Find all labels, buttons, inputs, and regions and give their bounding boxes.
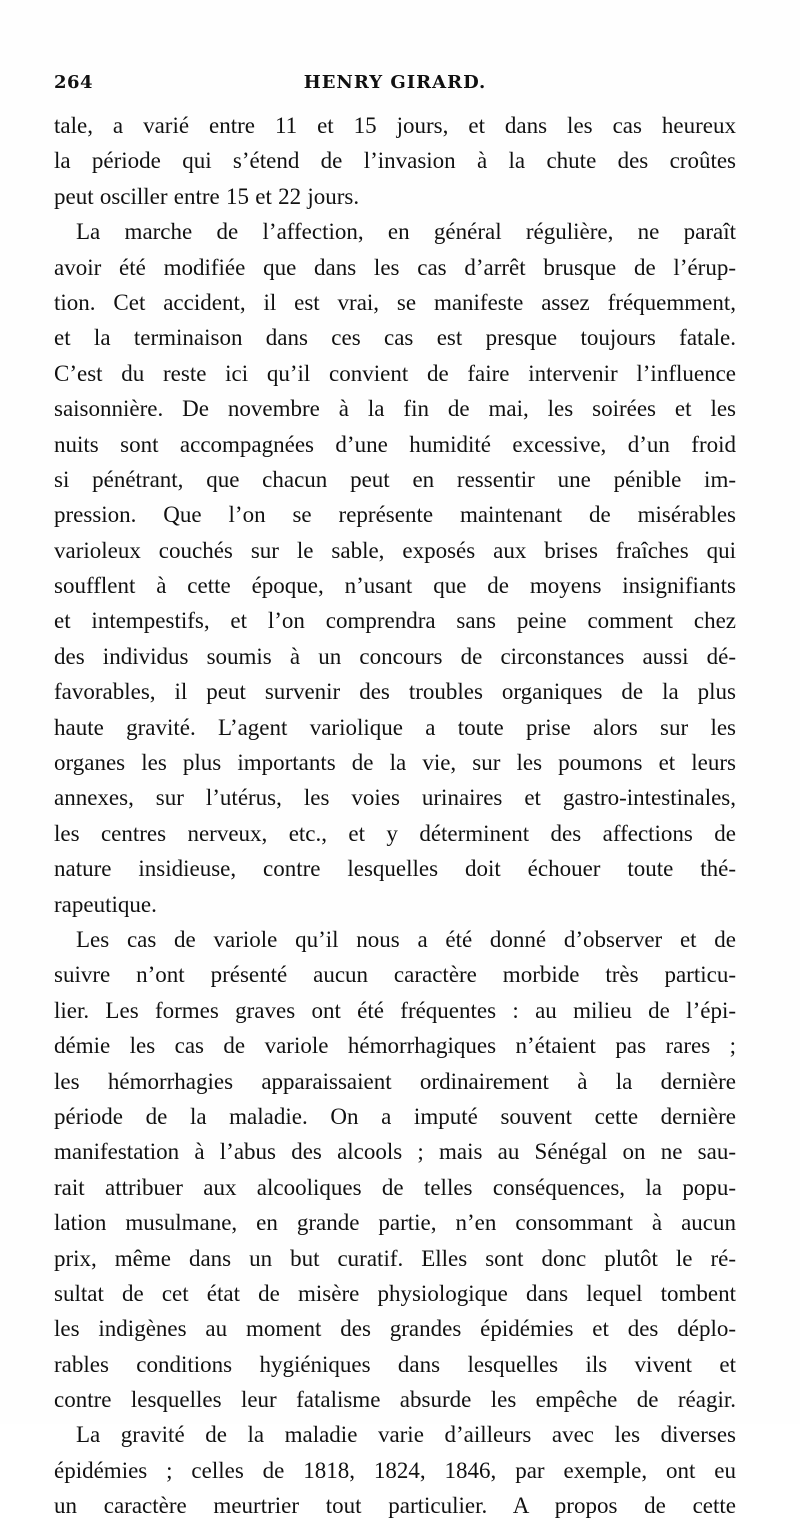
text-line: lier. Les formes graves ont été fréquentes : au milieu de l’épi-: [54, 997, 736, 1023]
text-line: des individus soumis à un concours de circonstances aussi dé-: [54, 643, 736, 669]
text-line: rait attribuer aux alcooliques de telles conséquences, la popu-: [54, 1174, 736, 1200]
text-line: épidémies ; celles de 1818, 1824, 1846, par exemple, ont eu: [54, 1457, 736, 1483]
text-line: haute gravité. L’agent variolique a toute prise alors sur les: [54, 714, 736, 740]
text-line: pression. Que l’on se représente maintenant de misérables: [54, 502, 736, 528]
text-line: démie les cas de variole hémorrhagiques n’étaient pas rares ;: [54, 1033, 736, 1059]
text-line: contre lesquelles leur fatalisme absurde les empêche de réagir.: [54, 1387, 736, 1413]
text-line: si pénétrant, que chacun peut en ressentir une pénible im-: [54, 466, 736, 492]
text-line: Les cas de variole qu’il nous a été donné d’observer et de: [76, 926, 736, 952]
text-line: La marche de l’affection, en général régulière, ne paraît: [76, 219, 736, 245]
text-line: saisonnière. De novembre à la fin de mai, les soirées et les: [54, 396, 736, 422]
text-line: les indigènes au moment des grandes épidémies et des déplo-: [54, 1316, 736, 1342]
text-line: et la terminaison dans ces cas est presque toujours fatale.: [54, 325, 736, 351]
text-line: soufflent à cette époque, n’usant que de moyens insignifiants: [54, 573, 736, 599]
text-line: varioleux couchés sur le sable, exposés aux brises fraîches qui: [54, 537, 736, 563]
text-line: La gravité de la maladie varie d’ailleurs avec les diverses: [76, 1422, 736, 1448]
text-line: les hémorrhagies apparaissaient ordinairement à la dernière: [54, 1068, 736, 1094]
text-line: avoir été modifiée que dans les cas d’arrêt brusque de l’érup-: [54, 254, 736, 280]
text-line: manifestation à l’abus des alcools ; mais au Sénégal on ne sau-: [54, 1139, 736, 1165]
text-line: rables conditions hygiéniques dans lesquelles ils vivent et: [54, 1351, 736, 1377]
text-line: favorables, il peut survenir des troubles organiques de la plus: [54, 679, 736, 705]
text-line: C’est du reste ici qu’il convient de faire intervenir l’influence: [54, 360, 736, 386]
text-line: nature insidieuse, contre lesquelles doit échouer toute thé-: [54, 856, 736, 882]
text-line: suivre n’ont présenté aucun caractère morbide très particu-: [54, 962, 736, 988]
page-number: 264: [54, 72, 94, 93]
page-header: [54, 72, 736, 102]
text-line: tale, a varié entre 11 et 15 jours, et dans les cas heureux: [54, 113, 736, 138]
text-line: nuits sont accompagnées d’une humidité excessive, d’un froid: [54, 431, 736, 457]
text-line: organes les plus importants de la vie, sur les poumons et leurs: [54, 750, 736, 776]
text-line: période de la maladie. On a imputé souvent cette dernière: [54, 1103, 736, 1129]
text-line: les centres nerveux, etc., et y déterminent des affections de: [54, 820, 736, 846]
body-text: [54, 108, 736, 1524]
text-line: lation musulmane, en grande partie, n’en consommant à aucun: [54, 1210, 736, 1236]
text-line: tion. Cet accident, il est vrai, se manifeste assez fréquemment,: [54, 289, 736, 315]
running-head: HENRY GIRARD.: [303, 72, 487, 93]
text-line: un caractère meurtrier tout particulier. A propos de cette: [54, 1493, 736, 1519]
text-line: et intempestifs, et l’on comprendra sans peine comment chez: [54, 608, 736, 634]
text-line: sultat de cet état de misère physiologique dans lequel tombent: [54, 1280, 736, 1306]
text-line: la période qui s’étend de l’invasion à la chute des croûtes: [54, 148, 736, 174]
text-line: annexes, sur l’utérus, les voies urinaires et gastro-intestinales,: [54, 785, 736, 811]
text-line: rapeutique.: [54, 891, 157, 917]
text-line: peut osciller entre 15 et 22 jours.: [54, 183, 360, 209]
text-line: prix, même dans un but curatif. Elles sont donc plutôt le ré-: [54, 1245, 736, 1271]
